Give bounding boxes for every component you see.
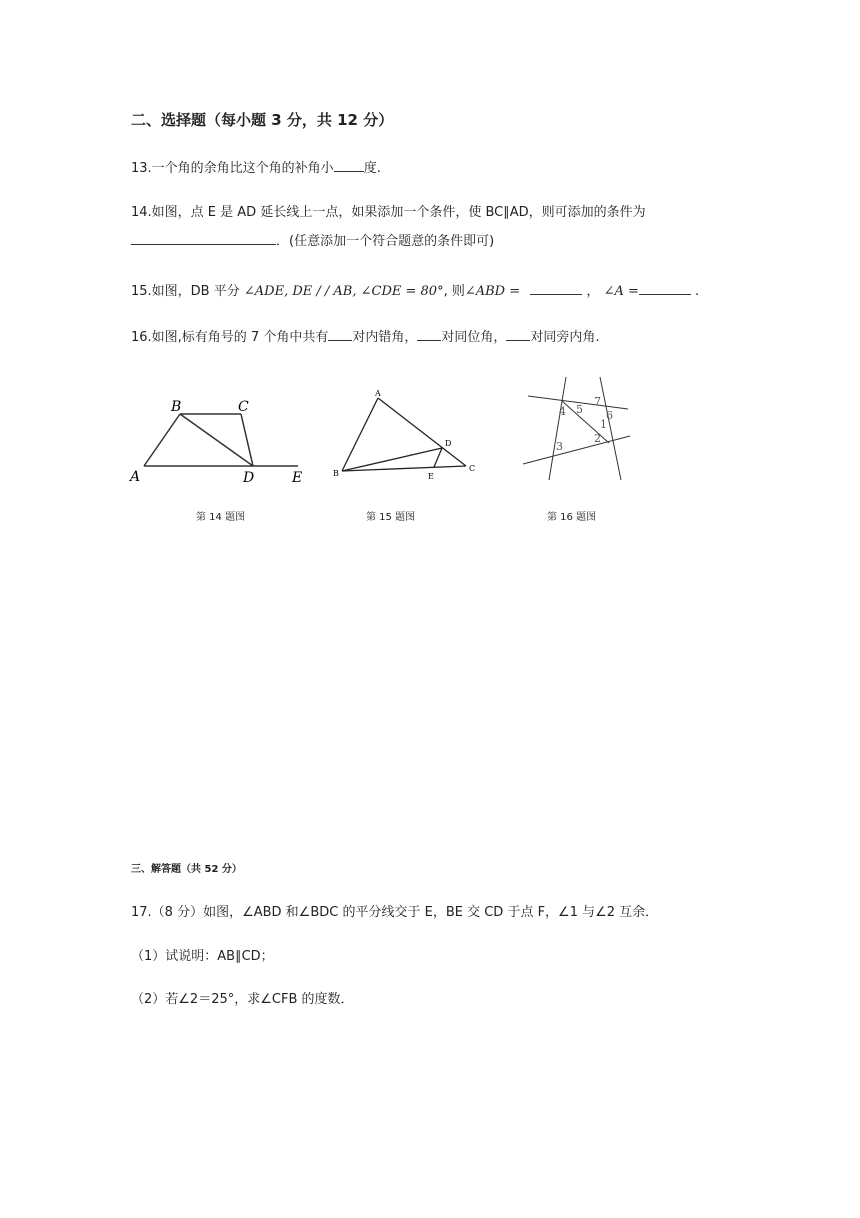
figure-14-trapezoid — [128, 398, 308, 488]
question-13-unit: 度. — [363, 161, 381, 176]
label-a: A — [130, 469, 141, 485]
angle-label-7: 7 — [594, 395, 601, 408]
figure-16-intersecting-lines — [518, 372, 638, 482]
question-15-condition: ∠ADE, DE / / AB, ∠CDE = 80° — [243, 284, 444, 299]
figure-16-caption: 第 16 题图 — [547, 512, 597, 523]
question-16-text: 16.如图,标有角号的 7 个角中共有 — [131, 330, 329, 345]
label-b: B — [333, 469, 339, 478]
label-e: E — [292, 470, 303, 486]
answer-blank — [639, 282, 691, 295]
answer-blank — [417, 328, 441, 341]
question-17-part-2: （2）若∠2＝25°，求∠CFB 的度数． — [131, 992, 354, 1007]
question-15-end: . — [695, 284, 700, 299]
question-17: 17.（8 分）如图，∠ABD 和∠BDC 的平分线交于 E，BE 交 CD 于点 F，∠1 与∠2 互余． — [131, 905, 659, 920]
figure-14-caption: 第 14 题图 — [196, 512, 246, 523]
angle-label-3: 3 — [556, 440, 563, 453]
question-15 — [131, 280, 699, 299]
question-13-text: 13.一个角的余角比这个角的补角小 — [131, 161, 334, 176]
question-13 — [131, 157, 381, 176]
angle-label-1: 1 — [600, 418, 607, 431]
question-15-a: ∠A = — [603, 284, 639, 299]
label-a: A — [375, 389, 381, 398]
label-d: D — [243, 470, 255, 486]
question-14-note: ．(任意添加一个符合题意的条件即可) — [276, 234, 495, 249]
label-e: E — [428, 472, 434, 481]
angle-label-6: 6 — [606, 409, 613, 422]
question-15-then: , 则 — [443, 284, 465, 299]
question-17-part-1: （1）试说明：AB∥CD； — [131, 949, 274, 964]
section-2-heading: 二、选择题（每小题 3 分，共 12 分） — [131, 111, 394, 129]
figure-15-caption: 第 15 题图 — [366, 512, 416, 523]
answer-blank — [530, 282, 582, 295]
label-c: C — [238, 399, 249, 415]
label-c: C — [469, 464, 476, 473]
section-3-heading: 三、解答题（共 52 分） — [131, 864, 242, 875]
question-15-text: 15.如图，DB 平分 — [131, 284, 240, 299]
question-16-a: 对内错角， — [352, 330, 418, 345]
question-14: 14.如图，点 E 是 AD 延长线上一点，如果添加一个条件，使 BC∥AD，则可添加的条件为 — [131, 205, 646, 220]
question-16 — [131, 326, 600, 345]
label-b: B — [171, 399, 182, 415]
question-15-sep: ， — [586, 284, 600, 299]
angle-label-5: 5 — [576, 403, 583, 416]
question-14-line-2 — [131, 230, 494, 249]
answer-blank — [506, 328, 530, 341]
answer-blank — [334, 159, 364, 172]
question-15-abd: ∠ABD = — [464, 284, 521, 299]
angle-label-4: 4 — [559, 405, 566, 418]
question-16-b: 对同位角， — [441, 330, 507, 345]
angle-label-2: 2 — [594, 432, 601, 445]
question-16-c: 对同旁内角. — [530, 330, 600, 345]
figure-15-triangle — [330, 385, 480, 485]
answer-blank — [328, 328, 352, 341]
label-d: D — [445, 439, 452, 448]
answer-blank — [131, 232, 276, 245]
